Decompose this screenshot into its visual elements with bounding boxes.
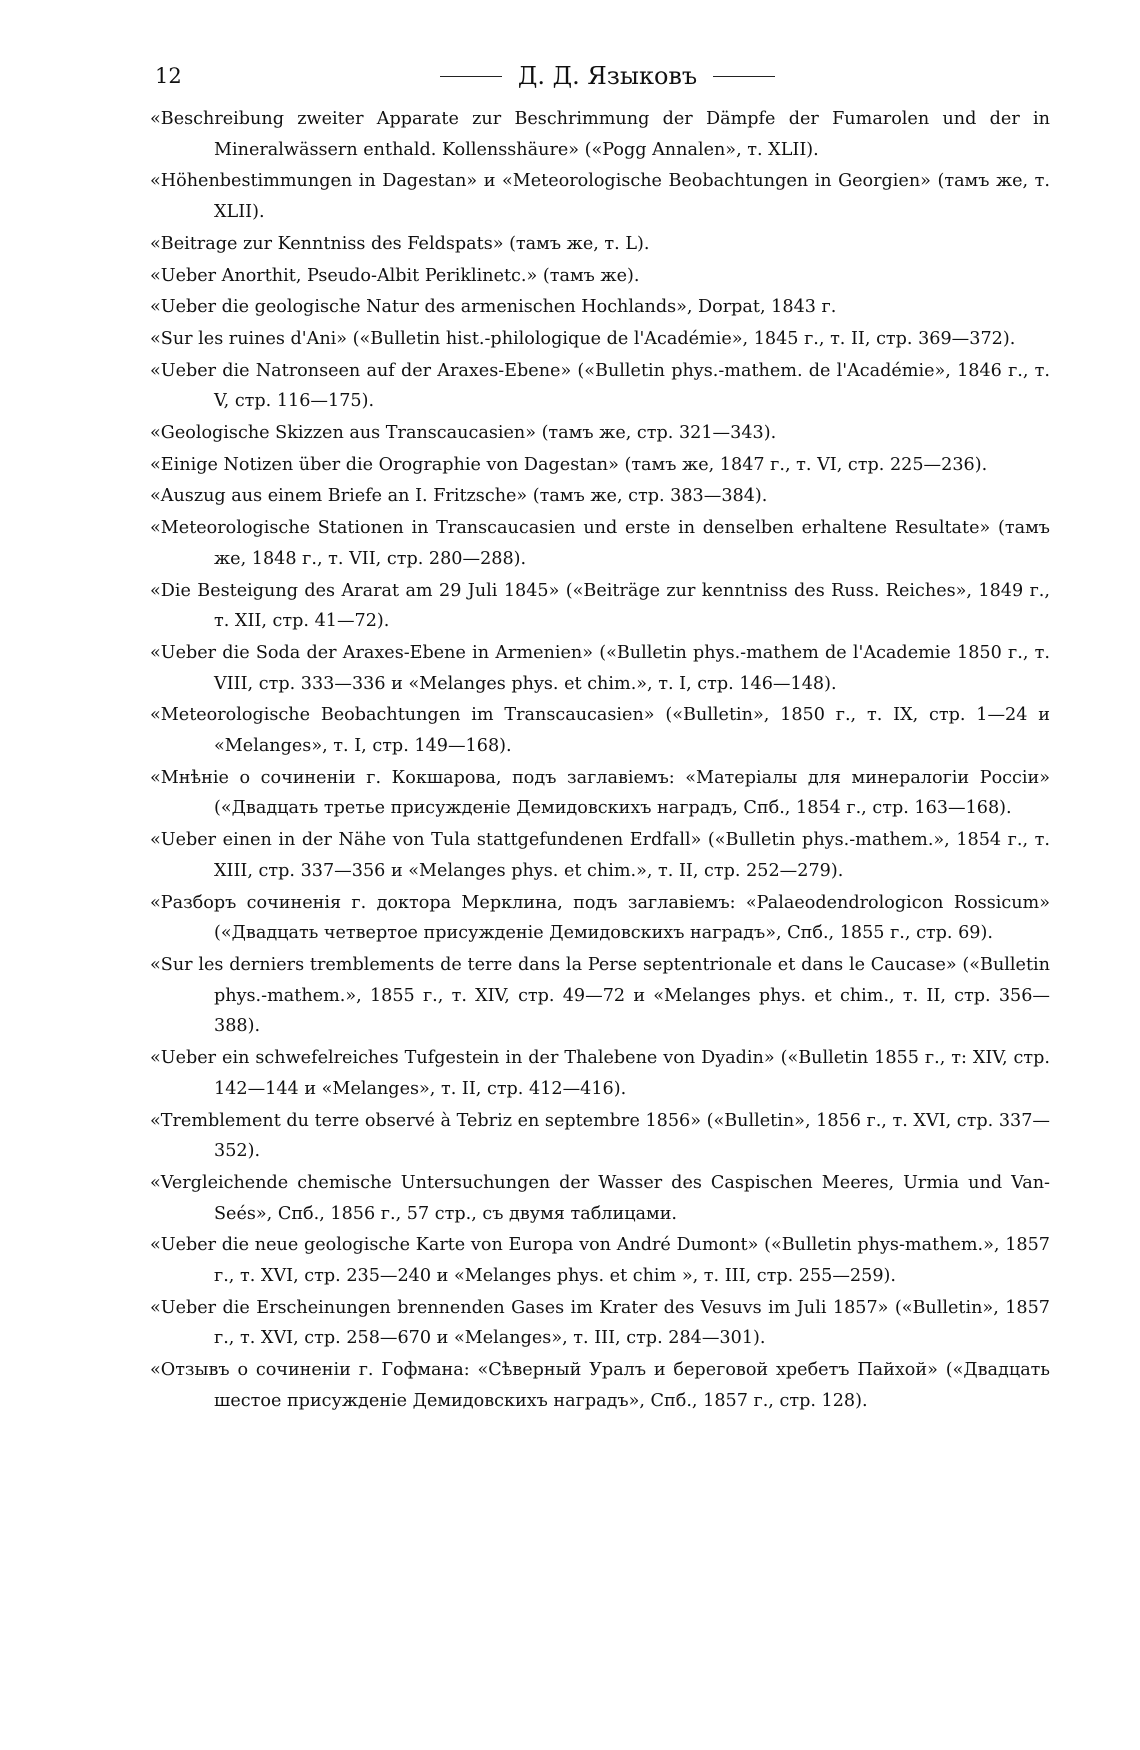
running-head [215,62,1060,90]
bibliography-entry: «Ueber ein schwefelreiches Tufgestein in der Thalebene von Dyadin» («Bulletin 1855 г., т: XIV, стр. 142—144 и «Melanges», т. II, стр. 412—416). [150,1048,1050,1099]
bibliography-entry: «Ueber die neue geologische Karte von Europa von André Dumont» («Bulletin phys-mathem.», 1857 г., т. XVI, стр. 235—240 и «Melanges phys. et chim », т. III, стр. 255—259). [150,1235,1050,1287]
bibliography-entry: «Tremblement du terre observé à Tebriz en septembre 1856» («Bulletin», 1856 г., т. XVI, стр. 337—352). [150,1110,1050,1162]
bibliography-entry: «Die Besteigung des Ararat am 29 Juli 1845» («Beiträge zur kenntniss des Russ. Reiches», 1849 г., т. XII, стр. 41—72). [150,580,1050,632]
bibliography-entry: «Beschreibung zweiter Apparate zur Beschrimmung der Dämpfe der Fumarolen und der in Mineralwässern enthald. Kollensshäure» («Pogg Annalen», т. XLII). [150,109,1050,160]
bibliography-entry: «Meteorologische Stationen in Transcaucasien und erste in denselben erhaltene Resultate» (тамъ же, 1848 г., т. VII, стр. 280—288). [150,518,1050,569]
bibliography-entry: «Отзывъ о сочиненіи г. Гофмана: «Сѣверный Уралъ и береговой хребетъ Пайхой» («Двадцать шестое присужденіе Демидовскихъ наградъ», Спб., 1857 г., стр. 128). [150,1360,1050,1411]
bibliography-entry: «Geologische Skizzen aus Transcaucasien» (тамъ же, стр. 321—343). [150,423,777,444]
bibliography-list [150,104,1050,1418]
page-header [155,56,1060,96]
page-number: 12 [155,64,182,88]
bibliography-entry: «Ueber die Natronseen auf der Araxes-Ebene» («Bulletin phys.-mathem. de l'Académie», 1846 г., т. V, стр. 116—175). [150,360,1050,412]
bibliography-entry: «Beitrage zur Kenntniss des Feldspats» (тамъ же, т. L). [150,233,650,254]
header-rule-right [713,76,775,77]
bibliography-entry: «Auszug aus einem Briefe an I. Fritzsche» (тамъ же, стр. 383—384). [150,486,768,507]
bibliography-entry: «Ueber die Erscheinungen brennenden Gases im Krater des Vesuvs im Juli 1857» («Bulletin», 1857 г., т. XVI, стр. 258—670 и «Melanges», т. III, стр. 284—301). [150,1297,1050,1349]
bibliography-entry: «Vergleichende chemische Untersuchungen der Wasser des Caspischen Meeres, Urmia und Van-Seés», Спб., 1856 г., 57 стр., съ двумя таблицами. [150,1172,1050,1224]
bibliography-entry: «Ueber die geologische Natur des armenischen Hochlands», Dorpat, 1843 г. [150,297,837,318]
bibliography-entry: «Ueber die Soda der Araxes-Ebene in Armenien» («Bulletin phys.-mathem de l'Academie 1850 г., т. VIII, стр. 333—336 и «Melanges phys. et chim.», т. I, стр. 146—148). [150,642,1050,694]
bibliography-entry: «Мнѣніе о сочиненіи г. Кокшарова, подъ заглавіемъ: «Матеріалы для минералогіи Россіи» («Двадцать третье присужденіе Демидовскихъ наградъ, Спб., 1854 г., стр. 163—168). [150,767,1050,819]
bibliography-entry: «Einige Notizen über die Orographie von Dagestan» (тамъ же, 1847 г., т. VI, стр. 225—236). [150,454,988,475]
bibliography-entry: «Höhenbestimmungen in Dagestan» и «Meteorologische Beobachtungen in Georgien» (тамъ же, т. XLII). [150,171,1050,223]
running-title: Д. Д. Языковъ [517,62,698,90]
bibliography-entry: «Meteorologische Beobachtungen im Transcaucasien» («Bulletin», 1850 г., т. IX, стр. 1—24 и «Melanges», т. I, стр. 149—168). [150,705,1050,757]
bibliography-entry: «Разборъ сочиненія г. доктора Мерклина, подъ заглавіемъ: «Palaeodendrologicon Rossicum» («Двадцать четвертое присужденіе Демидовскихъ наградъ», Спб., 1855 г., стр. 69). [150,892,1050,944]
header-rule-left [440,76,502,77]
bibliography-entry: «Sur les ruines d'Ani» («Bulletin hist.-philologique de l'Académie», 1845 г., т. II, стр. 369—372). [150,328,1016,349]
bibliography-entry: «Ueber einen in der Nähe von Tula stattgefundenen Erdfall» («Bulletin phys.-mathem.», 1854 г., т. XIII, стр. 337—356 и «Melanges phys. et chim.», т. II, стр. 252—279). [150,830,1050,881]
bibliography-entry: «Ueber Anorthit, Pseudo-Albit Periklinetc.» (тамъ же). [150,265,640,286]
bibliography-entry: «Sur les derniers tremblements de terre dans la Perse septentrionale et dans le Caucase» («Bulletin phys.-mathem.», 1855 г., т. XIV, стр. 49—72 и «Melanges phys. et chim., т. II, стр. 356—388). [150,954,1050,1037]
